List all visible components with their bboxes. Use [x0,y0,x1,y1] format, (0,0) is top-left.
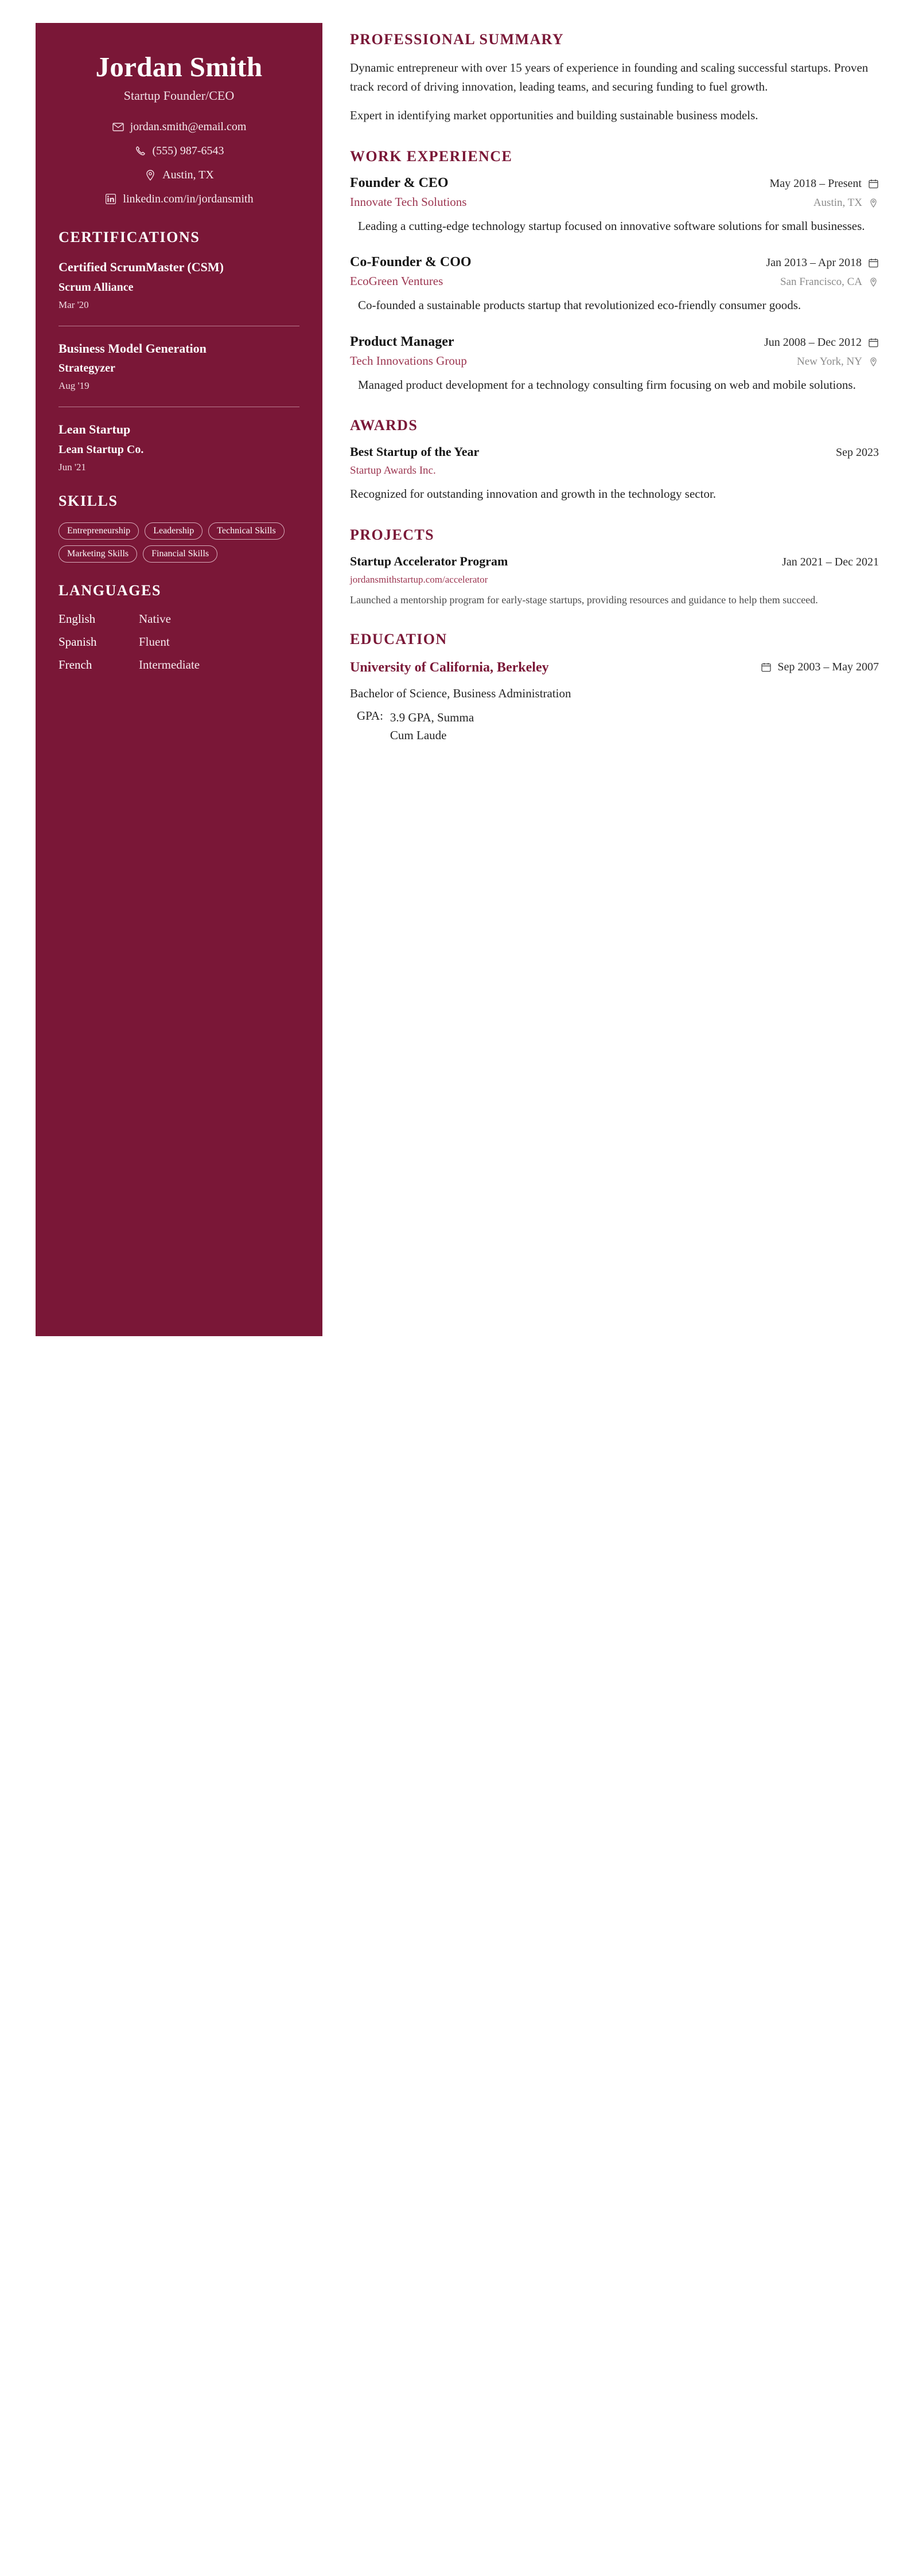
projects-heading: PROJECTS [350,526,435,543]
certification-name: Business Model Generation [59,341,207,356]
location-pin-icon [867,356,879,368]
education-gpa-value: 3.9 GPA, Summa Cum Laude [390,710,474,743]
location-pin-icon [867,276,879,288]
experience-date-text: Jun 2008 – Dec 2012 [764,335,862,349]
experience-description: Managed product development for a technology consulting firm focusing on web and mobile solutions. [358,377,856,392]
contact-linkedin-text: linkedin.com/in/jordansmith [123,192,254,205]
certification-name: Lean Startup [59,422,131,437]
section-professional-summary [350,31,879,125]
section-projects [350,526,879,608]
experience-location-text: Austin, TX [813,196,862,209]
experience-organization[interactable]: Innovate Tech Solutions [350,194,467,209]
linkedin-icon [104,193,117,205]
skill-chip: Leadership [145,522,203,540]
certification-item [59,340,299,392]
candidate-name: Jordan Smith [95,51,263,83]
certification-item [59,421,299,473]
experience-location [813,197,879,209]
project-date: Jan 2021 – Dec 2021 [782,555,879,568]
contact-email-text: jordan.smith@email.com [130,120,247,133]
project-description: Launched a mentorship program for early-stage startups, providing resources and guidance to help them succeed. [350,594,818,606]
section-education [350,631,879,745]
language-level: Native [139,611,171,626]
skill-chip: Financial Skills [143,545,217,563]
main-content [322,23,902,791]
education-gpa-label: GPA: [357,708,383,723]
skill-chip: Marketing Skills [59,545,137,563]
certifications-heading: CERTIFICATIONS [59,228,200,245]
experience-description: Co-founded a sustainable products startup that revolutionized eco-friendly consumer goods. [358,298,801,313]
award-title: Best Startup of the Year [350,444,480,459]
education-school: University of California, Berkeley [350,659,549,675]
experience-date-text: May 2018 – Present [769,177,862,190]
language-item [59,658,299,672]
location-pin-icon [867,197,879,209]
language-name: French [59,657,92,672]
award-date: Sep 2023 [836,446,879,459]
sidebar [36,23,322,1336]
education-item [350,658,879,745]
experience-date [764,336,879,349]
language-level: Fluent [139,634,170,649]
phone-icon [134,145,147,157]
location-pin-icon [144,169,157,181]
contact-item-phone[interactable] [59,145,299,158]
contact-location-text: Austin, TX [162,168,214,181]
section-work-experience [350,148,879,395]
experience-date [769,177,879,190]
certification-issuer: Lean Startup Co. [59,443,144,456]
award-organization: Startup Awards Inc. [350,465,436,477]
experience-location [797,356,879,368]
experience-item [350,255,879,315]
contact-item-location [59,169,299,182]
experience-organization[interactable]: EcoGreen Ventures [350,274,443,288]
skill-chip: Entrepreneurship [59,522,139,540]
certification-date: Aug '19 [59,380,89,392]
candidate-job-title: Startup Founder/CEO [123,88,235,103]
contact-item-email[interactable] [59,120,299,134]
project-title: Startup Accelerator Program [350,553,508,568]
experience-location-text: San Francisco, CA [780,276,862,288]
language-level: Intermediate [139,657,200,672]
award-description: Recognized for outstanding innovation and growth in the technology sector. [350,487,717,501]
education-date [760,658,879,674]
language-name: English [59,611,96,626]
certification-issuer: Scrum Alliance [59,280,134,294]
calendar-icon [867,337,879,348]
summary-paragraph: Expert in identifying market opportunities and building sustainable business models. [350,108,758,123]
education-gpa [350,709,879,745]
certification-item [59,259,299,311]
experience-item [350,175,879,236]
language-item [59,612,299,626]
certification-issuer: Strategyzer [59,362,115,375]
calendar-icon [867,257,879,269]
experience-date [766,256,879,270]
experience-title: Product Manager [350,334,454,349]
calendar-icon [867,178,879,189]
education-degree: Bachelor of Science, Business Administration [350,686,571,701]
contact-phone-text: (555) 987-6543 [152,144,224,157]
experience-date-text: Jan 2013 – Apr 2018 [766,256,862,270]
experience-location-text: New York, NY [796,355,862,368]
email-icon [112,120,124,133]
certification-date: Jun '21 [59,461,86,473]
language-item [59,635,299,649]
experience-title: Founder & CEO [350,175,449,190]
experience-organization[interactable]: Tech Innovations Group [350,353,467,368]
awards-heading: AWARDS [350,417,418,434]
certification-name: Certified ScrumMaster (CSM) [59,259,224,274]
skills-list [59,522,299,563]
experience-description: Leading a cutting-edge technology startup focused on innovative software solutions for small businesses. [358,218,865,233]
languages-heading: LANGUAGES [59,581,162,599]
education-heading: EDUCATION [350,630,447,647]
education-date-text: Sep 2003 – May 2007 [777,660,879,673]
experience-item [350,334,879,395]
contact-list [59,120,299,206]
skill-chip: Technical Skills [208,522,284,540]
calendar-icon [760,661,772,673]
languages-list [59,612,299,672]
experience-heading: WORK EXPERIENCE [350,147,513,165]
language-name: Spanish [59,634,97,649]
experience-title: Co-Founder & COO [350,255,472,270]
section-awards [350,417,879,504]
experience-location [780,276,879,288]
summary-heading: PROFESSIONAL SUMMARY [350,31,564,48]
resume-document [36,0,902,1336]
certification-date: Mar '20 [59,299,89,310]
skills-heading: SKILLS [59,492,118,509]
project-item [350,554,879,608]
award-item [350,444,879,504]
project-url[interactable]: jordansmithstartup.com/accelerator [350,573,488,585]
contact-item-linkedin[interactable] [59,193,299,206]
summary-paragraph: Dynamic entrepreneur with over 15 years of experience in founding and scaling successful startups. Proven track record of driving innovation, leading teams, and securing funding to fuel growth. [350,61,869,93]
